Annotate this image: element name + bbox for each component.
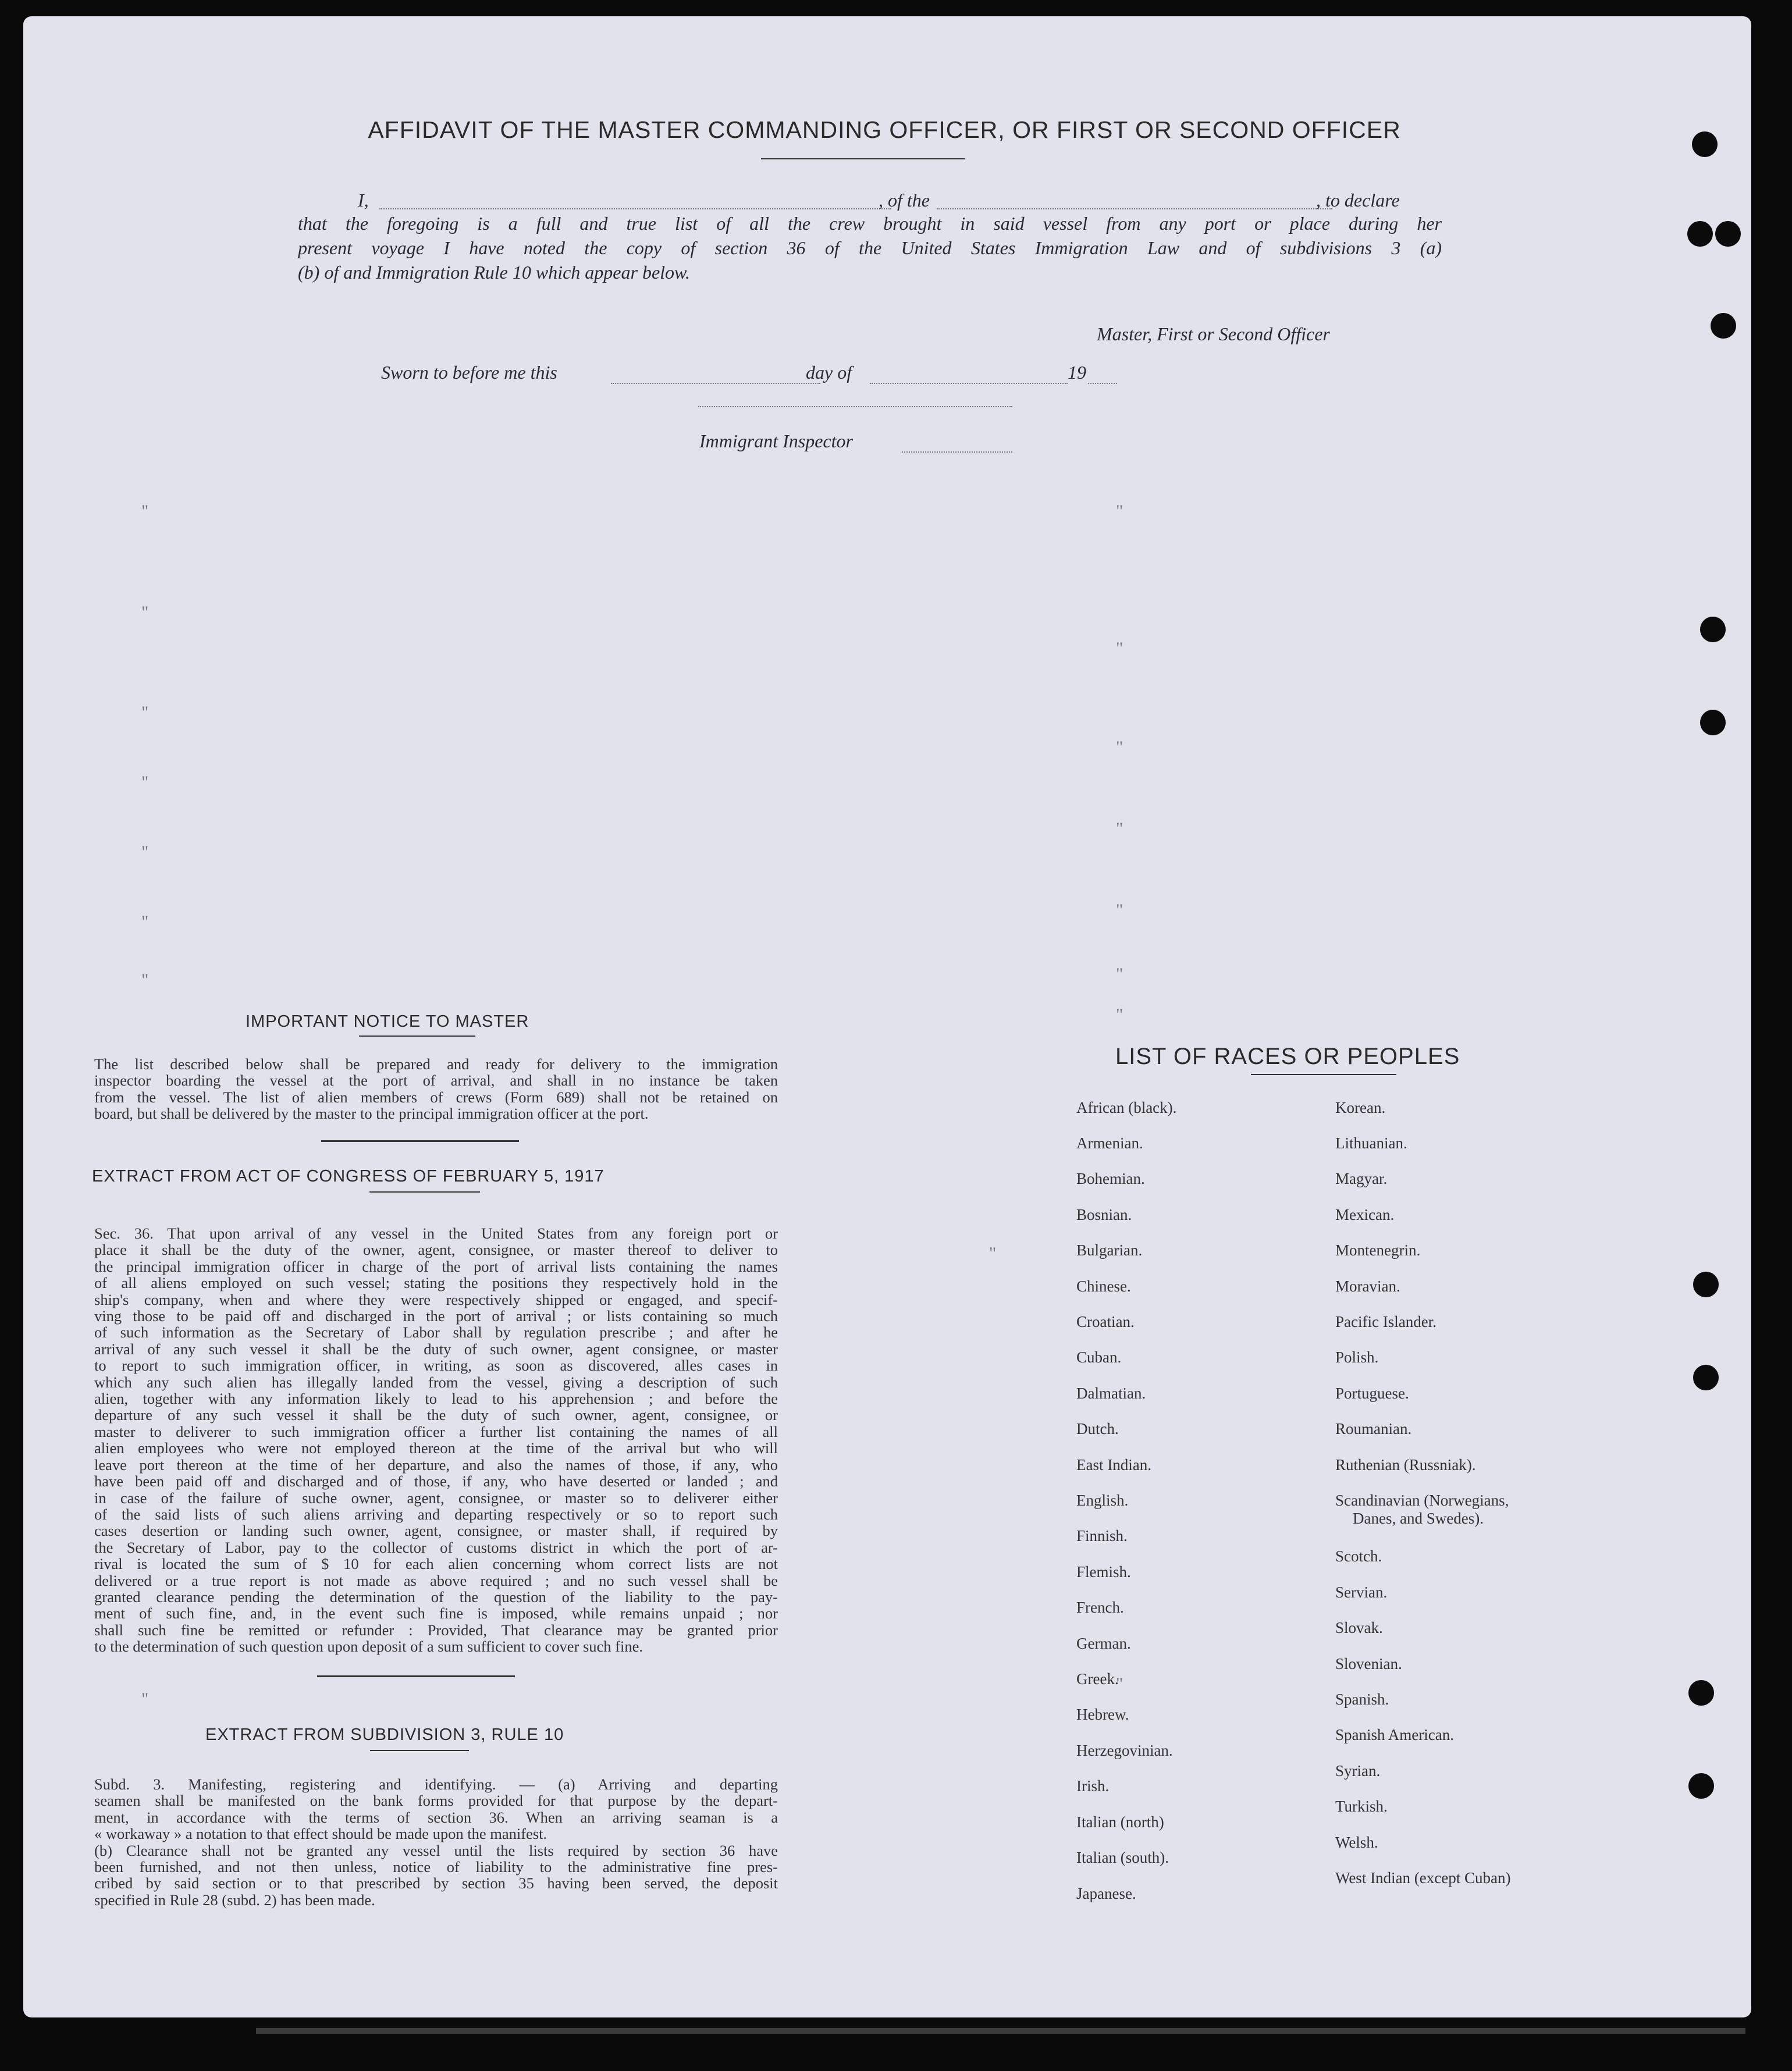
- rule-title-rule: [370, 1750, 469, 1751]
- notice-title-rule: [359, 1036, 475, 1037]
- race-item: African (black).: [1076, 1099, 1177, 1116]
- year-prefix: 19: [1068, 362, 1086, 383]
- punch-hole: [1693, 1272, 1719, 1297]
- affidavit-line2: that the foregoing is a full and true list of all the crew brought in said vessel from any port or place during her: [298, 213, 1442, 234]
- race-item: Spanish American.: [1335, 1726, 1454, 1743]
- race-item: Croatian.: [1076, 1313, 1135, 1330]
- race-item: Hebrew.: [1076, 1706, 1129, 1723]
- race-item: Roumanian.: [1335, 1420, 1412, 1437]
- affidavit-line1-to-declare: , to declare: [1316, 190, 1400, 211]
- race-item: Portuguese.: [1335, 1385, 1409, 1402]
- race-item: Welsh.: [1335, 1834, 1378, 1851]
- race-item: Lithuanian.: [1335, 1134, 1407, 1152]
- affidavit-title: AFFIDAVIT OF THE MASTER COMMANDING OFFICER, OR FIRST OR SECOND OFFICER: [368, 116, 1401, 143]
- act-text: Sec. 36. That upon arrival of any vessel in the United States from any foreign port or place it shall be the duty of the owner, agent, consignee, or master thereof to deliver to the principal immigration officer in charge of the port of arrival lists containing the names of all aliens employed on such vessel; stating the positions they respectively hold in the ship's company, when and where they were respectively shipped or engaged, and specif- ving those to be paid off and discharged in the port of arrival ; or lists containing so much of such information as the Secretary of Labor shall by regulation prescribe ; and after he arrival of any such vessel it shall be the duty of such owner, agent consignee, or master to report to such immigration officer, in writing, as soon as discovered, alles cases in which any such alien has illegally landed from the vessel, giving a description of such alien, together with any information likely to lead to his apprehension ; and before the departure of any such vessel it shall be the duty of such owner, agent, consignee, or master to deliverer to such immigration officer a further list containing the names of all alien employees who were not employed thereon at the time of the arrival but who will leave port thereon at the time of her departure, and also the names of those, if any, who have been paid off and discharged and of those, if any, who have deserted or landed ; and in case of the failure of suche owner, agent, consignee, or master so to deliverer either of the said lists of such aliens arriving and departing respectively or so to report such cases desertion or landing such owner, agent, consignee, or master shall, if required by the Secretary of Labor, pay to the collector of customs district in which the port of ar- rival is located the sum of $ 10 for each alien concerning whom correct lists are not delivered or a true report is not made as above required ; and no such vessel shall be granted clearance pending the determination of the question of the liability to the pay- ment of such fine, and, in the event such fine is imposed, while remains unpaid ; nor shall such fine be remitted or refunder : Provided, That clearance may be granted prior to the determination of such question upon deposit of a sum sufficient to cover such fine.: [94, 1225, 778, 1656]
- race-item: Syrian.: [1335, 1762, 1381, 1780]
- punch-hole: [1711, 313, 1736, 339]
- punch-hole: [1688, 1773, 1714, 1799]
- affidavit-line1-of-the: , of the: [879, 190, 930, 211]
- affidavit-line4: (b) of and Immigration Rule 10 which appear below.: [298, 262, 690, 283]
- races-title: LIST OF RACES OR PEOPLES: [1115, 1044, 1460, 1069]
- race-item: Slovak.: [1335, 1619, 1383, 1636]
- race-item: Magyar.: [1335, 1170, 1388, 1187]
- punch-hole: [1692, 131, 1718, 157]
- races-title-rule: [1251, 1074, 1396, 1075]
- race-item: Finnish.: [1076, 1527, 1128, 1545]
- race-item: Servian.: [1335, 1584, 1388, 1601]
- act-title-rule: [369, 1191, 480, 1193]
- race-item: Moravian.: [1335, 1278, 1400, 1295]
- punch-hole: [1700, 617, 1726, 642]
- punch-hole: [1687, 221, 1713, 247]
- bottom-page-edge: [256, 2028, 1745, 2034]
- name-field[interactable]: [379, 208, 891, 209]
- race-item: Greek.: [1076, 1670, 1119, 1688]
- race-item: Spanish.: [1335, 1691, 1389, 1708]
- notice-end-rule: [321, 1140, 519, 1142]
- race-item: Scandinavian (Norwegians,: [1335, 1492, 1509, 1509]
- race-item: Mexican.: [1335, 1206, 1395, 1223]
- race-item: Slovenian.: [1335, 1655, 1402, 1673]
- race-item: Pacific Islander.: [1335, 1313, 1437, 1330]
- notice-text: The list described below shall be prepared and ready for delivery to the immigration inspector boarding the vessel at the port of arrival, and shall in no instance be taken from the vessel. The list of alien members of crews (Form 689) shall not be retained on board, but shall be delivered by the master to the principal immigration officer at the port.: [94, 1055, 778, 1123]
- inspector-extra-field[interactable]: [902, 451, 1012, 453]
- race-item: Turkish.: [1335, 1798, 1388, 1815]
- punch-hole: [1715, 221, 1741, 247]
- race-item: East Indian.: [1076, 1456, 1151, 1474]
- race-item: Dutch.: [1076, 1420, 1119, 1437]
- race-item: Bulgarian.: [1076, 1241, 1143, 1259]
- sworn-text: Sworn to before me this: [381, 362, 557, 383]
- race-item: French.: [1076, 1599, 1124, 1616]
- notice-title: IMPORTANT NOTICE TO MASTER: [246, 1012, 529, 1031]
- race-item: Polish.: [1335, 1348, 1379, 1366]
- sworn-month-field[interactable]: [870, 383, 1068, 384]
- race-item: Italian (south).: [1076, 1849, 1169, 1866]
- form-page: AFFIDAVIT OF THE MASTER COMMANDING OFFICER, OR FIRST OR SECOND OFFICER I, , of the , to declare that the foregoing is a full and true list of all the crew brought in said vessel from any port or place during her present voyage I have noted the copy of section 36 of the United States Immigration Law and of subdivisions 3 (a) (b) of and Immigration Rule 10 which appear below. Master, First or Second Officer Sworn to before me this day of 19 Immigrant Inspector " " " " " " " " " " " " " " " " " IMPORTANT NOTICE TO MASTER The list described below shall be prepared and ready for delivery to the immigration inspector boarding the vessel at the port of arrival, and shall in no instance be taken from the vessel. The list of alien members of crews (Form 689) shall not be retained on board, but shall be delivered by the master to the principal immigration officer at the port. EXTRACT FROM ACT OF CONGRESS OF FEBRUARY 5, 1917 Sec. 36. That upon arrival of any vessel in the United States from any foreign port or place it shall be the duty of the owner, agent, consignee, or master thereof to deliver to the principal immigration officer in charge of the port of arrival lists containing the names of all aliens employed on such vessel; stating the positions they respectively hold in the ship's company, when and where they were respectively shipped or engaged, and specif- ving those to be paid off and discharged in the port of arrival ; or lists containing so much of such information as the Secretary of Labor shall by regulation prescribe ; and after he arrival of any such vessel it shall be the duty of such owner, agent consignee, or master to report to such immigration officer, in writing, as soon as discovered, alles cases in which any such alien has illegally landed from the vessel, giving a description of such alien, together with any information likely to lead to his apprehension ; and before the departure of any such vessel it shall be the duty of such owner, agent, consignee, or master to deliverer to such immigration officer a further list containing the names of all alien employees who were not employed thereon at the time of the arrival but who will leave port thereon at the time of her departure, and also the names of those, if any, who have been paid off and discharged and of those, if any, who have deserted or landed ; and in case of the failure of suche owner, agent, consignee, or master so to deliverer either of the said lists of such aliens arriving and departing respectively or so to report such cases desertion or landing such owner, agent, consignee, or master shall, if required by the Secretary of Labor, pay to the collector of customs district in which the port of ar- rival is located the sum of $ 10 for each alien concerning whom correct lists are not delivered or a true report is not made as above required ; and no such vessel shall be granted clearance pending the determination of the question of the liability to the pay- ment of such fine, and, in the event such fine is imposed, while remains unpaid ; nor shall such fine be remitted or refunder : Provided, That clearance may be granted prior to the determination of such question upon deposit of a sum sufficient to cover such fine. EXTRACT FROM SUBDIVISION 3, RULE 10 Subd. 3. Manifesting, registering and identifying. — (a) Arriving and departing seamen shall be manifested on the bank forms provided for that purpose by the depart- ment, in accordance with the terms of section 36. When an arriving seaman is a « workaway » a notation to that effect should be made upon the manifest. (b) Clearance shall not be granted any vessel until the lists required by section 36 have been furnished, and not then unless, notice of liability to the administrative fine pres- cribed by said section or to that prescribed by section 35 having been served, the deposit specified in Rule 28 (subd. 2) has been made. LIST OF RACES OR PEOPLES African (black). Armenian. Bohemian. Bosnian. Bulgarian. Chinese. Croatian. Cuban. Dalmatian. Dutch. East Indian. English. Finnish. Flemish. French. German. Greek. Hebrew. Herzegovinian. Irish. Italian (north) Italian (south). Japanese. Korean. Lithuanian. Magyar. Mexican. Montenegrin. Moravian. Pacific Islander. Polish. Portuguese. Roumanian. Ruthenian (Russniak). Scandinavian (Norwegians, Danes, and Swedes). Scotch. Servian. Slovak. Slovenian. Spanish. Spanish American. Syrian. Turkish. Welsh. West Indian (except Cuban): [23, 16, 1751, 2017]
- rule-title: EXTRACT FROM SUBDIVISION 3, RULE 10: [205, 1725, 564, 1744]
- inspector-caption: Immigrant Inspector: [699, 430, 853, 451]
- day-of-text: day of: [806, 362, 852, 383]
- rule-text: Subd. 3. Manifesting, registering and identifying. — (a) Arriving and departing seamen shall be manifested on the bank forms provided for that purpose by the depart- ment, in accordance with the terms of section 36. When an arriving seaman is a « workaway » a notation to that effect should be made upon the manifest. (b) Clearance shall not be granted any vessel until the lists required by section 36 have been furnished, and not then unless, notice of liability to the administrative fine pres- cribed by said section or to that prescribed by section 35 having been served, the deposit specified in Rule 28 (subd. 2) has been made.: [94, 1775, 778, 1909]
- race-item: Scotch.: [1335, 1547, 1382, 1565]
- race-item: West Indian (except Cuban): [1335, 1869, 1511, 1887]
- race-item: English.: [1076, 1492, 1129, 1509]
- race-item: Irish.: [1076, 1777, 1110, 1795]
- act-title: EXTRACT FROM ACT OF CONGRESS OF FEBRUARY 5, 1917: [92, 1167, 605, 1186]
- race-item: Korean.: [1335, 1099, 1386, 1116]
- race-item: Ruthenian (Russniak).: [1335, 1456, 1476, 1474]
- affidavit-title-rule: [761, 158, 965, 159]
- race-item: Bohemian.: [1076, 1170, 1145, 1187]
- race-item: Japanese.: [1076, 1885, 1136, 1902]
- vessel-field[interactable]: [937, 208, 1332, 209]
- year-field[interactable]: [1088, 383, 1117, 384]
- race-item: Bosnian.: [1076, 1206, 1132, 1223]
- punch-hole: [1700, 710, 1726, 735]
- race-item: Chinese.: [1076, 1278, 1131, 1295]
- affidavit-line1-i: I,: [358, 190, 369, 211]
- race-item: Flemish.: [1076, 1563, 1131, 1581]
- affidavit-line3: present voyage I have noted the copy of section 36 of the United States Immigration Law and of subdivisions 3 (a): [298, 237, 1442, 258]
- sworn-day-field[interactable]: [611, 383, 820, 384]
- punch-hole: [1693, 1365, 1719, 1390]
- race-item: Armenian.: [1076, 1134, 1143, 1152]
- race-item: Montenegrin.: [1335, 1241, 1421, 1259]
- act-end-rule: [317, 1675, 515, 1677]
- race-item: Cuban.: [1076, 1348, 1122, 1366]
- punch-hole: [1688, 1680, 1714, 1706]
- race-item: German.: [1076, 1635, 1131, 1652]
- race-item: Dalmatian.: [1076, 1385, 1146, 1402]
- race-item: Danes, and Swedes).: [1353, 1510, 1484, 1527]
- race-item: Italian (north): [1076, 1813, 1164, 1831]
- race-item: Herzegovinian.: [1076, 1742, 1173, 1759]
- signature-caption: Master, First or Second Officer: [1097, 323, 1330, 344]
- inspector-signature-field[interactable]: [698, 406, 1012, 407]
